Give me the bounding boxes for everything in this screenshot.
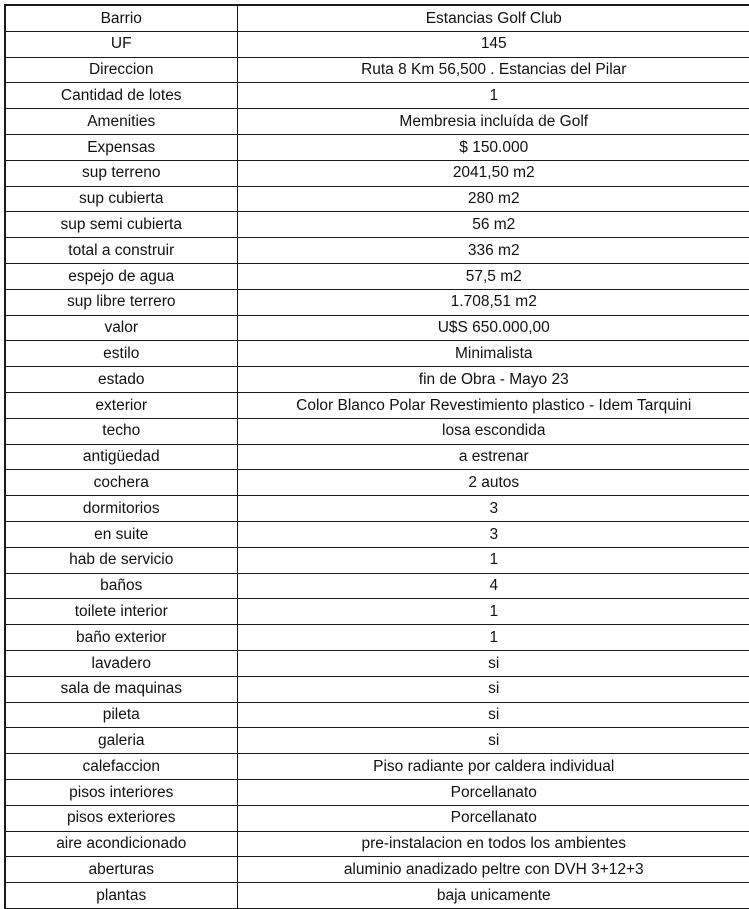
row-value: si <box>237 650 749 676</box>
table-row <box>5 238 749 264</box>
row-value: a estrenar <box>237 444 749 470</box>
row-value: 1 <box>237 547 749 573</box>
table-row <box>5 805 749 831</box>
table-row <box>5 31 749 57</box>
row-label: espejo de agua <box>5 263 237 289</box>
row-label: valor <box>5 315 237 341</box>
table-row <box>5 341 749 367</box>
row-value: losa escondida <box>237 418 749 444</box>
table-row <box>5 289 749 315</box>
row-value: 1.708,51 m2 <box>237 289 749 315</box>
table-row <box>5 392 749 418</box>
row-value: baja unicamente <box>237 883 749 909</box>
row-label: toilete interior <box>5 599 237 625</box>
row-value: pre-instalacion en todos los ambientes <box>237 831 749 857</box>
row-label: Barrio <box>5 5 237 31</box>
row-label: lavadero <box>5 650 237 676</box>
row-value: Estancias Golf Club <box>237 5 749 31</box>
table-row <box>5 418 749 444</box>
table-row <box>5 470 749 496</box>
row-label: estilo <box>5 341 237 367</box>
row-value: Minimalista <box>237 341 749 367</box>
row-value: 3 <box>237 496 749 522</box>
property-spec-sheet <box>4 4 749 909</box>
row-label: pisos exteriores <box>5 805 237 831</box>
row-value: 2041,50 m2 <box>237 160 749 186</box>
row-value: fin de Obra - Mayo 23 <box>237 367 749 393</box>
row-label: en suite <box>5 521 237 547</box>
table-row <box>5 831 749 857</box>
table-row <box>5 883 749 909</box>
table-row <box>5 496 749 522</box>
table-row <box>5 134 749 160</box>
table-row <box>5 521 749 547</box>
row-label: Expensas <box>5 134 237 160</box>
table-row <box>5 83 749 109</box>
row-label: sup libre terrero <box>5 289 237 315</box>
table-row <box>5 5 749 31</box>
table-row <box>5 625 749 651</box>
table-row <box>5 57 749 83</box>
row-value: 57,5 m2 <box>237 263 749 289</box>
table-row <box>5 444 749 470</box>
row-label: estado <box>5 367 237 393</box>
row-value: Color Blanco Polar Revestimiento plastico - Idem Tarquini <box>237 392 749 418</box>
row-label: antigüedad <box>5 444 237 470</box>
row-value: $ 150.000 <box>237 134 749 160</box>
row-value: 280 m2 <box>237 186 749 212</box>
row-label: pileta <box>5 702 237 728</box>
row-value: 4 <box>237 573 749 599</box>
row-label: baño exterior <box>5 625 237 651</box>
row-label: aire acondicionado <box>5 831 237 857</box>
row-value: aluminio anadizado peltre con DVH 3+12+3 <box>237 857 749 883</box>
table-row <box>5 754 749 780</box>
spec-table-body <box>5 5 749 908</box>
row-value: 3 <box>237 521 749 547</box>
row-label: plantas <box>5 883 237 909</box>
row-value: 1 <box>237 625 749 651</box>
row-label: baños <box>5 573 237 599</box>
row-label: sup terreno <box>5 160 237 186</box>
row-label: cochera <box>5 470 237 496</box>
row-value: Membresia incluída de Golf <box>237 109 749 135</box>
table-row <box>5 212 749 238</box>
row-value: Porcellanato <box>237 779 749 805</box>
row-value: 1 <box>237 83 749 109</box>
row-value: 1 <box>237 599 749 625</box>
row-value: 145 <box>237 31 749 57</box>
row-label: galeria <box>5 728 237 754</box>
row-label: hab de servicio <box>5 547 237 573</box>
row-value: 2 autos <box>237 470 749 496</box>
property-spec-table <box>4 4 749 909</box>
row-label: pisos interiores <box>5 779 237 805</box>
row-value: Porcellanato <box>237 805 749 831</box>
table-row <box>5 547 749 573</box>
row-value: Piso radiante por caldera individual <box>237 754 749 780</box>
row-label: UF <box>5 31 237 57</box>
table-row <box>5 779 749 805</box>
row-label: aberturas <box>5 857 237 883</box>
table-row <box>5 702 749 728</box>
row-value: si <box>237 702 749 728</box>
row-value: Ruta 8 Km 56,500 . Estancias del Pilar <box>237 57 749 83</box>
row-value: 336 m2 <box>237 238 749 264</box>
row-label: sup semi cubierta <box>5 212 237 238</box>
row-label: Direccion <box>5 57 237 83</box>
table-row <box>5 857 749 883</box>
row-label: sala de maquinas <box>5 676 237 702</box>
table-row <box>5 728 749 754</box>
row-label: exterior <box>5 392 237 418</box>
row-label: total a construir <box>5 238 237 264</box>
row-label: techo <box>5 418 237 444</box>
row-label: dormitorios <box>5 496 237 522</box>
row-label: Amenities <box>5 109 237 135</box>
row-value: U$S 650.000,00 <box>237 315 749 341</box>
table-row <box>5 676 749 702</box>
row-value: si <box>237 676 749 702</box>
table-row <box>5 650 749 676</box>
table-row <box>5 367 749 393</box>
row-value: 56 m2 <box>237 212 749 238</box>
row-label: calefaccion <box>5 754 237 780</box>
table-row <box>5 263 749 289</box>
row-label: Cantidad de lotes <box>5 83 237 109</box>
table-row <box>5 573 749 599</box>
row-value: si <box>237 728 749 754</box>
table-row <box>5 315 749 341</box>
row-label: sup cubierta <box>5 186 237 212</box>
table-row <box>5 160 749 186</box>
table-row <box>5 186 749 212</box>
table-row <box>5 109 749 135</box>
table-row <box>5 599 749 625</box>
